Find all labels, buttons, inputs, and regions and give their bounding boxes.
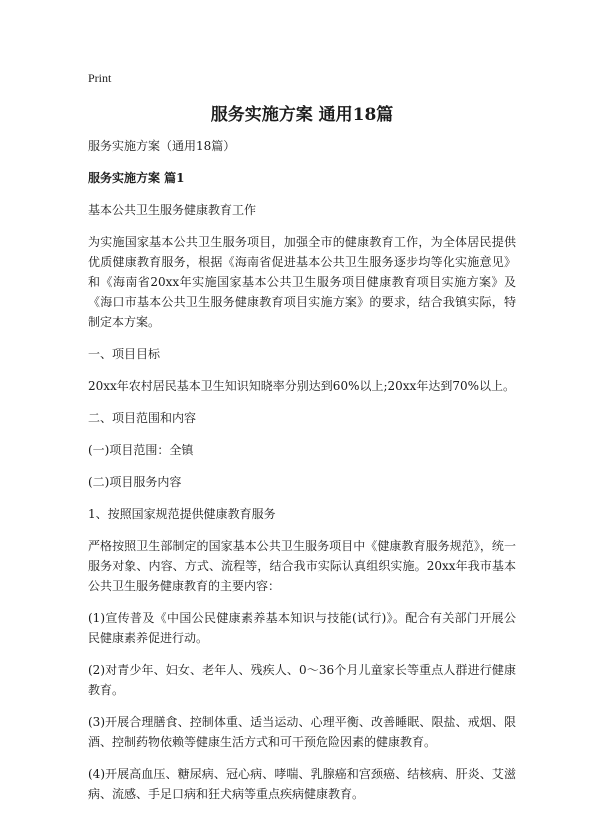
list-item-3: (3)开展合理膳食、控制体重、适当运动、心理平衡、改善睡眠、限盐、戒烟、限酒、控制药物依赖等健康生活方式和可干预危险因素的健康教育。	[88, 715, 516, 749]
paragraph-goal-detail: 20xx年农村居民基本卫生知识知晓率分别达到60%以上;20xx年达到70%以上。	[88, 379, 515, 393]
document-page	[88, 70, 516, 816]
paragraph-standards: 严格按照卫生部制定的国家基本公共卫生服务项目中《健康教育服务规范》，统一服务对象、内容、方式、流程等，结合我市实际认真组织实施。20xx年我市基本公共卫生服务健康教育的主要内容：	[88, 539, 516, 593]
list-item-4: (4)开展高血压、糖尿病、冠心病、哮喘、乳腺癌和宫颈癌、结核病、肝炎、艾滋病、流感、手足口病和狂犬病等重点疾病健康教育。	[88, 767, 516, 801]
document-title: 服务实施方案 通用18篇	[210, 105, 394, 125]
list-item-1: (1)宣传普及《中国公民健康素养基本知识与技能(试行)》。配合有关部门开展公民健康素养促进行动。	[88, 611, 516, 645]
document-subtitle: 服务实施方案（通用18篇）	[88, 139, 236, 153]
paragraph-service-content: (二)项目服务内容	[88, 475, 182, 489]
paragraph-topic: 基本公共卫生服务健康教育工作	[88, 203, 257, 217]
paragraph-item-1: 1、按照国家规范提供健康教育服务	[88, 507, 276, 521]
paragraph-intro: 为实施国家基本公共卫生服务项目，加强全市的健康教育工作，为全体居民提供优质健康教育服务，根据《海南省促进基本公共卫生服务逐步均等化实施意见》和《海南省20xx年实施国家基本公共卫生服务项目健康教育项目实施方案》及《海口市基本公共卫生服务健康教育项目实施方案》的要求，结合我镇实际，特制定本方案。	[88, 235, 516, 329]
heading-project-goal: 一、项目目标	[88, 347, 161, 361]
section-heading: 服务实施方案 篇1	[88, 171, 185, 185]
list-item-2: (2)对青少年、妇女、老年人、残疾人、0～36个月儿童家长等重点人群进行健康教育。	[88, 663, 516, 697]
heading-scope-content: 二、项目范围和内容	[88, 411, 197, 425]
paragraph-scope: (一)项目范围：全镇	[88, 443, 194, 457]
print-link[interactable]: Print	[88, 71, 112, 85]
